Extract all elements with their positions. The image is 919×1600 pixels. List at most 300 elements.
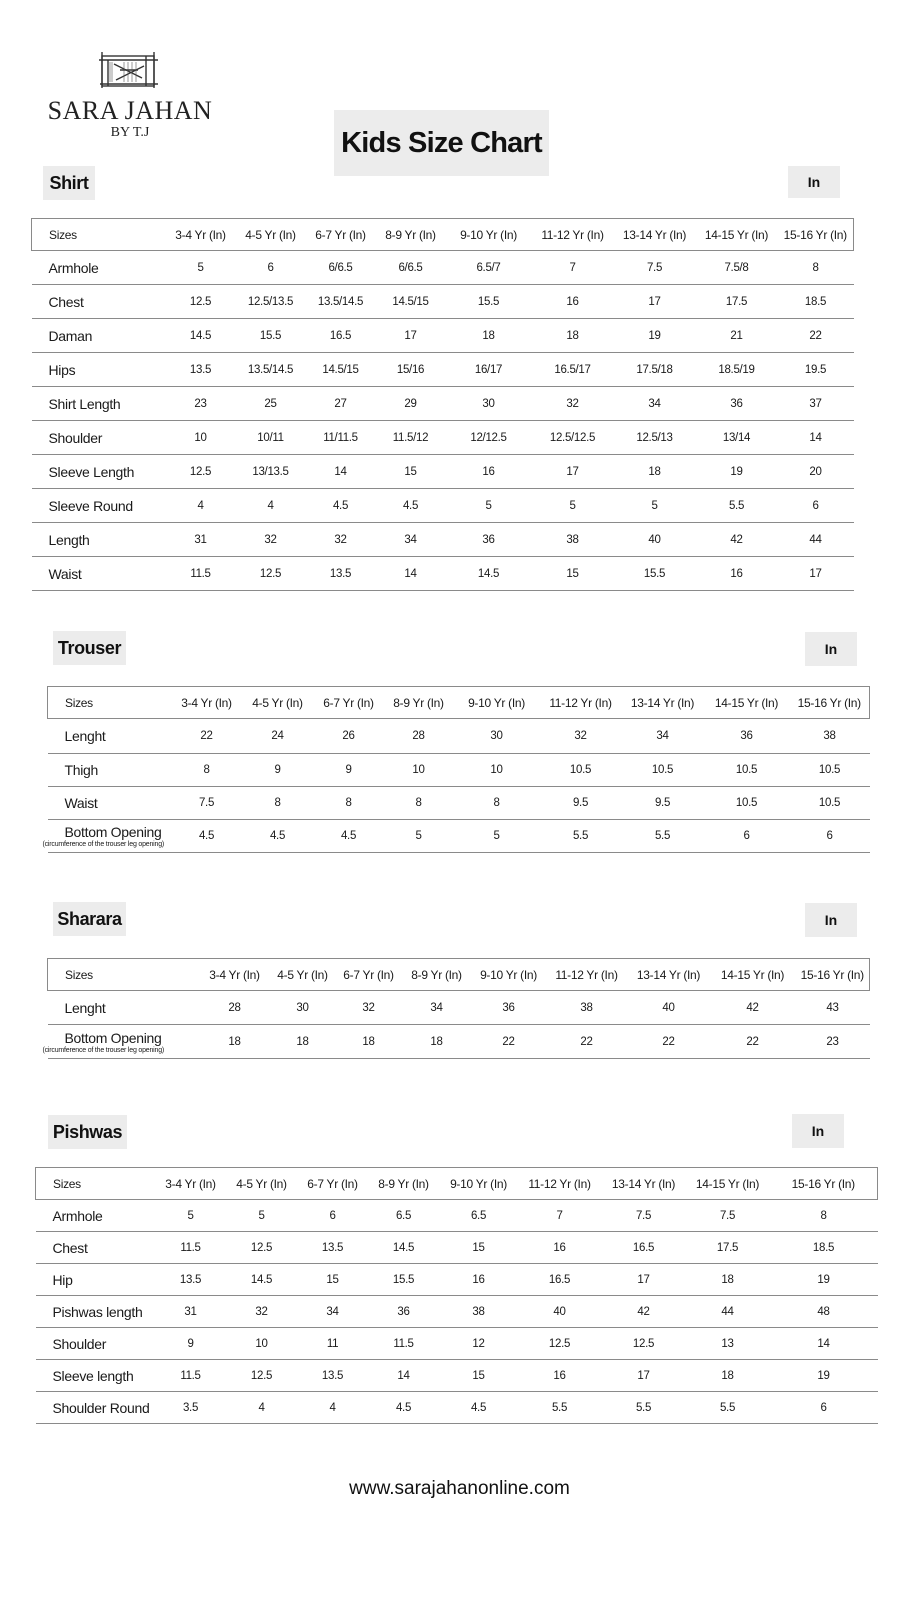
row-label [32,353,166,387]
table-cell: 36 [368,1296,440,1328]
table-cell: 12.5 [166,455,236,489]
table-cell: 40 [614,523,696,557]
table-cell: 5 [226,1200,298,1232]
table-cell: 32 [540,719,622,754]
table-row [32,489,854,523]
table-cell: 6 [236,251,306,285]
table-cell: 14.5 [226,1264,298,1296]
table-cell: 7.5/8 [696,251,778,285]
table-cell: 18 [402,1025,472,1059]
row-label-text: Sleeve length [52,1367,134,1384]
table-cell: 8 [454,787,540,820]
table-cell: 15.5 [368,1264,440,1296]
page-title: Kids Size Chart [334,110,549,176]
table-cell: 10.5 [622,754,704,787]
table-cell: 13/13.5 [236,455,306,489]
table-cell: 6/6.5 [306,251,376,285]
row-label [48,754,172,787]
table-cell: 6 [298,1200,368,1232]
table-cell: 19 [614,319,696,353]
table-cell: 13.5 [298,1232,368,1264]
table-cell: 5.5 [602,1392,686,1424]
header-cell: 4-5 Yr (In) [242,687,314,719]
header-cell: 9-10 Yr (In) [446,219,532,251]
header-cell: 15-16 Yr (In) [770,1168,878,1200]
row-label [48,991,200,1025]
row-label-text: Lenght [64,999,106,1016]
table-cell: 34 [402,991,472,1025]
header-cell: 11-12 Yr (In) [532,219,614,251]
header-cell: 14-15 Yr (In) [696,219,778,251]
header-cell: 14-15 Yr (In) [710,959,796,991]
table-cell: 36 [472,991,546,1025]
row-label [36,1264,156,1296]
header-cell: 4-5 Yr (In) [226,1168,298,1200]
table-cell: 13.5 [156,1264,226,1296]
header-cell: 6-7 Yr (In) [314,687,384,719]
table-cell: 11.5 [156,1360,226,1392]
table-cell: 34 [376,523,446,557]
table-cell: 22 [172,719,242,754]
table-cell: 42 [696,523,778,557]
row-label-text: Shoulder [48,429,103,446]
table-header-row [48,959,870,991]
table-cell: 16.5 [306,319,376,353]
table-cell: 15 [532,557,614,591]
table-row [36,1264,878,1296]
table-cell: 34 [614,387,696,421]
header-cell: 3-4 Yr (In) [200,959,270,991]
table-cell: 14.5 [446,557,532,591]
section-title-pishwas: Pishwas [48,1115,127,1149]
table-cell: 6.5 [440,1200,518,1232]
table-cell: 19 [770,1360,878,1392]
header-cell: 13-14 Yr (In) [602,1168,686,1200]
header-cell: 9-10 Yr (In) [440,1168,518,1200]
table-cell: 12.5/12.5 [532,421,614,455]
header-cell: 11-12 Yr (In) [518,1168,602,1200]
table-cell: 13.5 [166,353,236,387]
table-cell: 5.5 [540,820,622,853]
header-cell: 3-4 Yr (In) [166,219,236,251]
table-cell: 15.5 [236,319,306,353]
table-cell: 14.5 [166,319,236,353]
header-cell: 13-14 Yr (In) [628,959,710,991]
loom-logo-icon [98,50,160,90]
table-cell: 15 [440,1360,518,1392]
table-cell: 32 [236,523,306,557]
table-cell: 12.5 [226,1232,298,1264]
table-row [48,820,870,853]
table-cell: 19.5 [778,353,854,387]
table-cell: 16.5 [518,1264,602,1296]
table-cell: 14 [306,455,376,489]
table-cell: 4 [298,1392,368,1424]
table-cell: 29 [376,387,446,421]
row-label-text: Shoulder [52,1335,107,1352]
table-cell: 4 [236,489,306,523]
row-label-text: Waist [64,795,98,811]
table-body [42,991,870,1059]
row-label [36,1392,156,1424]
row-label-text: Armhole [52,1207,103,1224]
header-cell: 8-9 Yr (In) [376,219,446,251]
table-cell: 17 [602,1360,686,1392]
table-cell: 18 [270,1025,336,1059]
table-cell: 38 [790,719,870,754]
row-label-text: Sleeve Round [48,497,133,514]
table-cell: 6 [704,820,790,853]
table-cell: 4.5 [440,1392,518,1424]
header-cell: 13-14 Yr (In) [614,219,696,251]
table-cell: 7.5 [614,251,696,285]
shirt-size-table [31,218,854,591]
table-cell: 5 [454,820,540,853]
table-cell: 21 [696,319,778,353]
unit-badge-sharara: In [805,903,857,937]
table-cell: 36 [704,719,790,754]
header-cell: 4-5 Yr (In) [270,959,336,991]
brand-logo [40,50,220,145]
table-cell: 6 [790,820,870,853]
header-cell: Sizes [48,959,200,991]
table-cell: 38 [532,523,614,557]
table-cell: 15 [440,1232,518,1264]
table-cell: 8 [242,787,314,820]
row-label [36,1232,156,1264]
table-cell: 18 [336,1025,402,1059]
table-row [32,251,854,285]
table-header-row [48,687,870,719]
table-cell: 44 [686,1296,770,1328]
table-cell: 17 [614,285,696,319]
row-label-text: Chest [48,293,84,310]
unit-badge-pishwas: In [792,1114,844,1148]
table-cell: 16/17 [446,353,532,387]
row-label-text: Length [48,531,90,548]
row-label [32,251,166,285]
trouser-size-table [42,686,870,853]
row-note: (circumference of the trouser leg opening) [42,841,165,848]
row-label [32,387,166,421]
table-row [32,319,854,353]
row-label [42,820,172,853]
header-cell: 15-16 Yr (In) [778,219,854,251]
row-label [32,489,166,523]
table-cell: 18.5/19 [696,353,778,387]
table-cell: 13.5 [306,557,376,591]
table-cell: 6 [778,489,854,523]
table-cell: 12/12.5 [446,421,532,455]
table-cell: 13 [686,1328,770,1360]
table-row [36,1392,878,1424]
table-cell: 37 [778,387,854,421]
table-cell: 14 [376,557,446,591]
table-cell: 5 [156,1200,226,1232]
table-cell: 16 [440,1264,518,1296]
table-cell: 32 [306,523,376,557]
table-cell: 16.5/17 [532,353,614,387]
table-cell: 13.5 [298,1360,368,1392]
header-cell: 13-14 Yr (In) [622,687,704,719]
table-cell: 38 [546,991,628,1025]
table-cell: 22 [472,1025,546,1059]
table-cell: 8 [172,754,242,787]
table-row [48,754,870,787]
table-cell: 3.5 [156,1392,226,1424]
table-cell: 15.5 [446,285,532,319]
row-label-text: Sleeve Length [48,463,135,480]
table-row [48,1025,870,1059]
header-cell: 6-7 Yr (In) [298,1168,368,1200]
header-cell: 8-9 Yr (In) [402,959,472,991]
table-cell: 10 [454,754,540,787]
table-cell: 7.5 [172,787,242,820]
header-cell: 8-9 Yr (In) [368,1168,440,1200]
table-cell: 48 [770,1296,878,1328]
table-cell: 38 [440,1296,518,1328]
table-cell: 12.5/13 [614,421,696,455]
table-cell: 18 [446,319,532,353]
table-cell: 5.5 [518,1392,602,1424]
table-cell: 4.5 [242,820,314,853]
table-cell: 16 [696,557,778,591]
row-label [32,421,166,455]
table-cell: 17.5 [686,1232,770,1264]
table-cell: 19 [696,455,778,489]
table-cell: 9.5 [540,787,622,820]
header-cell: Sizes [36,1168,156,1200]
table-cell: 14.5/15 [376,285,446,319]
table-cell: 32 [336,991,402,1025]
table-cell: 30 [270,991,336,1025]
row-label-text: Pishwas length [52,1303,143,1320]
row-label [36,1200,156,1232]
table-cell: 9 [156,1328,226,1360]
table-cell: 10.5 [704,787,790,820]
table-cell: 9 [314,754,384,787]
table-cell: 18 [614,455,696,489]
table-cell: 7.5 [602,1200,686,1232]
table-cell: 25 [236,387,306,421]
row-label [36,1360,156,1392]
table-cell: 14 [778,421,854,455]
table-cell: 19 [770,1264,878,1296]
table-cell: 10 [384,754,454,787]
table-body [36,1200,878,1424]
row-label-text: Shoulder Round [52,1399,150,1416]
table-row [36,1232,878,1264]
table-cell: 23 [166,387,236,421]
table-cell: 5 [166,251,236,285]
table-cell: 11.5 [156,1232,226,1264]
table-cell: 23 [796,1025,870,1059]
header-cell: 6-7 Yr (In) [336,959,402,991]
header-cell: Sizes [48,687,172,719]
table-row [48,991,870,1025]
table-cell: 8 [314,787,384,820]
table-cell: 30 [446,387,532,421]
table-cell: 27 [306,387,376,421]
row-label [32,319,166,353]
table-header-row [32,219,854,251]
pishwas-size-table [35,1167,878,1424]
header-cell: 6-7 Yr (In) [306,219,376,251]
table-row [32,285,854,319]
table-cell: 18 [532,319,614,353]
sharara-size-table [42,958,870,1059]
table-cell: 22 [628,1025,710,1059]
table-cell: 10.5 [704,754,790,787]
table-cell: 6 [770,1392,878,1424]
table-cell: 34 [622,719,704,754]
table-cell: 32 [532,387,614,421]
section-title-sharara: Sharara [53,902,126,936]
row-label-text: Daman [48,327,93,344]
brand-subtitle: BY T.J [110,125,150,140]
table-row [32,523,854,557]
header-cell: 9-10 Yr (In) [472,959,546,991]
table-cell: 22 [546,1025,628,1059]
table-cell: 34 [298,1296,368,1328]
row-label [48,719,172,754]
table-cell: 9.5 [622,787,704,820]
table-cell: 18 [200,1025,270,1059]
table-cell: 42 [710,991,796,1025]
table-cell: 12.5 [602,1328,686,1360]
table-cell: 4 [226,1392,298,1424]
table-cell: 13.5/14.5 [236,353,306,387]
table-cell: 10 [166,421,236,455]
table-cell: 10.5 [790,787,870,820]
table-cell: 17 [532,455,614,489]
table-cell: 12.5/13.5 [236,285,306,319]
table-cell: 16 [532,285,614,319]
unit-badge-trouser: In [805,632,857,666]
table-cell: 5.5 [686,1392,770,1424]
table-header-row [36,1168,878,1200]
header-cell: 14-15 Yr (In) [686,1168,770,1200]
table-cell: 12.5 [166,285,236,319]
table-cell: 31 [156,1296,226,1328]
table-cell: 5 [384,820,454,853]
table-cell: 5 [614,489,696,523]
table-cell: 43 [796,991,870,1025]
row-label-text: Hips [48,361,76,378]
header-cell: 9-10 Yr (In) [454,687,540,719]
row-note: (circumference of the trouser leg opening) [42,1046,165,1054]
table-cell: 8 [384,787,454,820]
table-cell: 17 [778,557,854,591]
table-cell: 15.5 [614,557,696,591]
table-cell: 7 [518,1200,602,1232]
table-cell: 22 [778,319,854,353]
table-body [32,251,854,591]
row-label-text: Bottom Opening [64,1029,162,1046]
table-cell: 36 [696,387,778,421]
row-label [32,285,166,319]
row-label-text: Lenght [64,728,106,744]
table-cell: 8 [778,251,854,285]
table-cell: 17 [602,1264,686,1296]
table-cell: 18.5 [770,1232,878,1264]
table-cell: 14.5 [368,1232,440,1264]
row-label [32,557,166,591]
row-label [48,787,172,820]
table-cell: 18 [686,1264,770,1296]
row-label [36,1328,156,1360]
header-cell: 4-5 Yr (In) [236,219,306,251]
table-cell: 8 [770,1200,878,1232]
table-cell: 9 [242,754,314,787]
table-cell: 10.5 [540,754,622,787]
table-cell: 10 [226,1328,298,1360]
table-row [32,421,854,455]
table-cell: 7.5 [686,1200,770,1232]
table-cell: 11/11.5 [306,421,376,455]
section-title-shirt: Shirt [43,166,95,200]
table-body [42,719,870,853]
header-cell: 15-16 Yr (In) [796,959,870,991]
table-cell: 5 [532,489,614,523]
table-cell: 5.5 [622,820,704,853]
table-cell: 4.5 [368,1392,440,1424]
row-label [32,455,166,489]
table-cell: 14 [770,1328,878,1360]
table-cell: 10.5 [790,754,870,787]
table-cell: 4.5 [314,820,384,853]
table-cell: 16 [518,1232,602,1264]
table-row [36,1200,878,1232]
table-cell: 40 [518,1296,602,1328]
table-cell: 30 [454,719,540,754]
brand-name: SARA JAHAN [47,96,213,125]
table-cell: 12.5 [518,1328,602,1360]
table-cell: 11.5 [166,557,236,591]
table-cell: 17 [376,319,446,353]
table-cell: 18 [686,1360,770,1392]
row-label-text: Bottom Opening [64,824,162,840]
table-cell: 28 [200,991,270,1025]
table-cell: 10/11 [236,421,306,455]
table-cell: 16 [518,1360,602,1392]
table-row [32,455,854,489]
table-cell: 36 [446,523,532,557]
table-cell: 6.5/7 [446,251,532,285]
row-label [36,1296,156,1328]
table-cell: 4.5 [172,820,242,853]
table-cell: 12.5 [236,557,306,591]
table-cell: 6/6.5 [376,251,446,285]
table-cell: 6.5 [368,1200,440,1232]
table-cell: 7 [532,251,614,285]
table-row [36,1360,878,1392]
table-cell: 5.5 [696,489,778,523]
table-cell: 42 [602,1296,686,1328]
row-label-text: Chest [52,1239,88,1256]
header-cell: 3-4 Yr (In) [156,1168,226,1200]
table-row [36,1296,878,1328]
table-cell: 14 [368,1360,440,1392]
table-row [48,787,870,820]
header-cell: 8-9 Yr (In) [384,687,454,719]
table-row [48,719,870,754]
row-label-text: Armhole [48,259,99,276]
row-label [32,523,166,557]
section-title-trouser: Trouser [53,631,126,665]
header-cell: 11-12 Yr (In) [546,959,628,991]
table-cell: 13/14 [696,421,778,455]
